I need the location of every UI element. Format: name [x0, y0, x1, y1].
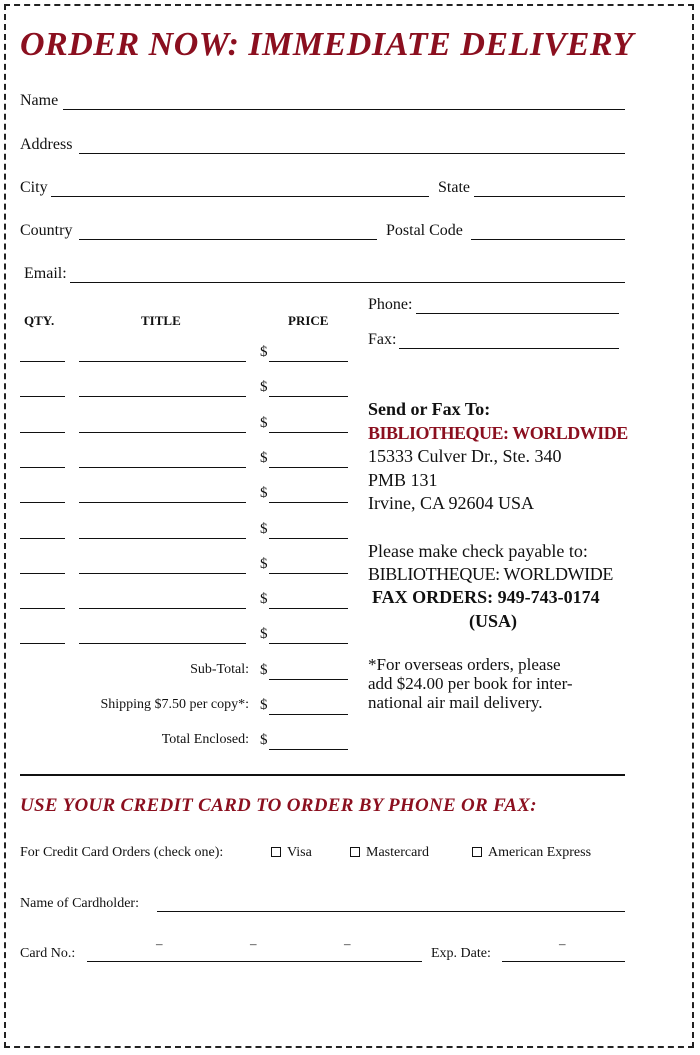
- address-field[interactable]: [79, 153, 625, 154]
- postal-code-field[interactable]: [471, 239, 625, 240]
- amex-label: American Express: [488, 845, 592, 860]
- title-field[interactable]: [79, 502, 246, 503]
- price-dollar: $: [260, 521, 268, 537]
- fax-orders: FAX ORDERS: 949-743-0174: [372, 587, 600, 607]
- name-label: Name: [20, 92, 59, 109]
- city-label: City: [20, 179, 48, 196]
- title-field[interactable]: [79, 467, 246, 468]
- email-field[interactable]: [70, 282, 625, 283]
- qty-field[interactable]: [20, 432, 65, 433]
- price-field[interactable]: [269, 538, 348, 539]
- country-label: Country: [20, 222, 73, 239]
- total-label: Total Enclosed:: [161, 732, 249, 747]
- mastercard-option[interactable]: [350, 845, 429, 861]
- exp-date-field[interactable]: [502, 961, 625, 962]
- email-label: Email:: [24, 265, 67, 282]
- overseas-note-1: *For overseas orders, please: [368, 655, 561, 674]
- amex-option[interactable]: [472, 845, 591, 861]
- price-field[interactable]: [269, 502, 348, 503]
- exp-date-label: Exp. Date:: [431, 946, 491, 961]
- subtotal-label: Sub-Total:: [190, 662, 249, 677]
- fax-country: (USA): [469, 611, 517, 631]
- state-label: State: [438, 179, 470, 196]
- overseas-note-3: national air mail delivery.: [368, 693, 543, 712]
- cardholder-field[interactable]: [157, 911, 625, 912]
- price-dollar: $: [260, 379, 268, 395]
- price-dollar: $: [260, 344, 268, 360]
- card-separator: –: [156, 936, 163, 951]
- city-address: Irvine, CA 92604 USA: [368, 493, 534, 513]
- price-field[interactable]: [269, 573, 348, 574]
- visa-option[interactable]: [271, 845, 312, 861]
- qty-field[interactable]: [20, 396, 65, 397]
- title-field[interactable]: [79, 396, 246, 397]
- title-field[interactable]: [79, 538, 246, 539]
- payable-company: BIBLIOTHEQUE: WORLDWIDE: [368, 564, 613, 584]
- visa-label: Visa: [287, 845, 312, 860]
- price-field[interactable]: [269, 361, 348, 362]
- price-dollar: $: [260, 485, 268, 501]
- card-separator: –: [344, 936, 351, 951]
- pmb-address: PMB 131: [368, 470, 438, 490]
- phone-label: Phone:: [368, 296, 413, 313]
- subtotal-field[interactable]: [269, 679, 348, 680]
- price-dollar: $: [260, 626, 268, 642]
- street-address: 15333 Culver Dr., Ste. 340: [368, 446, 562, 466]
- price-dollar: $: [260, 415, 268, 431]
- postal-code-label: Postal Code: [386, 222, 463, 239]
- total-dollar: $: [260, 732, 268, 748]
- price-dollar: $: [260, 556, 268, 572]
- subtotal-dollar: $: [260, 662, 268, 678]
- qty-field[interactable]: [20, 608, 65, 609]
- exp-date-separator: –: [559, 936, 566, 951]
- price-dollar: $: [260, 450, 268, 466]
- credit-card-heading: USE YOUR CREDIT CARD TO ORDER BY PHONE OR FAX:: [20, 795, 537, 816]
- order-form-border: [4, 4, 694, 1048]
- qty-field[interactable]: [20, 573, 65, 574]
- title-field[interactable]: [79, 573, 246, 574]
- phone-field[interactable]: [416, 313, 619, 314]
- page-title: ORDER NOW: IMMEDIATE DELIVERY: [20, 26, 634, 63]
- price-dollar: $: [260, 591, 268, 607]
- send-heading: Send or Fax To:: [368, 399, 491, 419]
- title-field[interactable]: [79, 608, 246, 609]
- mastercard-label: Mastercard: [366, 845, 429, 860]
- price-header: PRICE: [288, 313, 329, 328]
- mastercard-checkbox[interactable]: [350, 847, 360, 857]
- title-field[interactable]: [79, 643, 246, 644]
- qty-field[interactable]: [20, 643, 65, 644]
- qty-field[interactable]: [20, 361, 65, 362]
- total-field[interactable]: [269, 749, 348, 750]
- section-divider: [20, 774, 625, 776]
- price-field[interactable]: [269, 643, 348, 644]
- amex-checkbox[interactable]: [472, 847, 482, 857]
- fax-field[interactable]: [399, 348, 619, 349]
- price-field[interactable]: [269, 608, 348, 609]
- price-field[interactable]: [269, 432, 348, 433]
- fax-label: Fax:: [368, 331, 397, 348]
- qty-field[interactable]: [20, 538, 65, 539]
- cardholder-label: Name of Cardholder:: [20, 896, 139, 911]
- price-field[interactable]: [269, 467, 348, 468]
- shipping-label: Shipping $7.50 per copy*:: [100, 697, 249, 712]
- address-label: Address: [20, 136, 73, 153]
- country-field[interactable]: [79, 239, 377, 240]
- overseas-note-2: add $24.00 per book for inter-: [368, 674, 573, 693]
- shipping-dollar: $: [260, 697, 268, 713]
- qty-field[interactable]: [20, 502, 65, 503]
- qty-header: QTY.: [24, 313, 55, 328]
- card-number-field[interactable]: [87, 961, 422, 962]
- card-number-label: Card No.:: [20, 946, 76, 961]
- visa-checkbox[interactable]: [271, 847, 281, 857]
- company-name: BIBLIOTHEQUE: WORLDWIDE: [368, 423, 628, 443]
- title-header: TITLE: [141, 313, 181, 328]
- card-separator: –: [250, 936, 257, 951]
- state-field[interactable]: [474, 196, 625, 197]
- payable-text: Please make check payable to:: [368, 541, 588, 561]
- name-field[interactable]: [63, 109, 625, 110]
- qty-field[interactable]: [20, 467, 65, 468]
- shipping-field[interactable]: [269, 714, 348, 715]
- price-field[interactable]: [269, 396, 348, 397]
- check-one-label: For Credit Card Orders (check one):: [20, 845, 224, 860]
- title-field[interactable]: [79, 432, 246, 433]
- city-field[interactable]: [51, 196, 429, 197]
- title-field[interactable]: [79, 361, 246, 362]
